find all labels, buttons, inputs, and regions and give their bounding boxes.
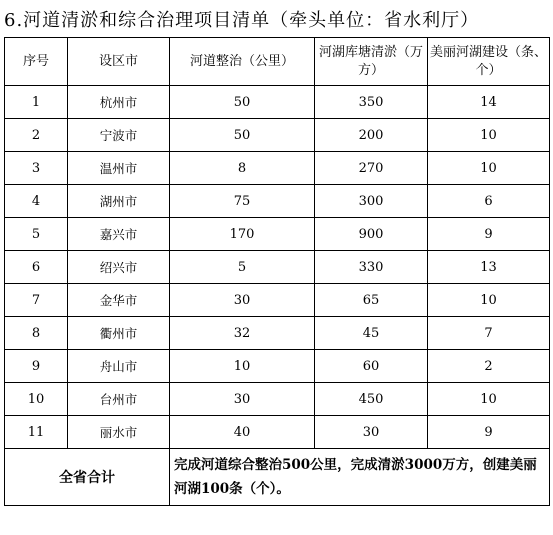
header-city: 设区市 — [68, 38, 170, 86]
table-row — [5, 284, 550, 317]
cell-index: 5 — [5, 218, 68, 251]
cell-beautiful: 14 — [428, 86, 550, 119]
table-row — [5, 383, 550, 416]
cell-beautiful: 13 — [428, 251, 550, 284]
table-row — [5, 119, 550, 152]
table-row — [5, 350, 550, 383]
cell-city: 湖州市 — [68, 185, 170, 218]
cell-index: 4 — [5, 185, 68, 218]
cell-river-km: 30 — [170, 383, 315, 416]
cell-river-km: 32 — [170, 317, 315, 350]
cell-beautiful: 7 — [428, 317, 550, 350]
table-body — [5, 86, 550, 506]
table-row — [5, 416, 550, 449]
cell-city: 舟山市 — [68, 350, 170, 383]
total-summary: 完成河道综合整治500公里，完成清淤3000万方，创建美丽河湖100条（个）。 — [170, 449, 550, 506]
cell-beautiful: 9 — [428, 416, 550, 449]
header-index: 序号 — [5, 38, 68, 86]
cell-river-km: 30 — [170, 284, 315, 317]
cell-index: 3 — [5, 152, 68, 185]
cell-index: 9 — [5, 350, 68, 383]
cell-city: 宁波市 — [68, 119, 170, 152]
cell-beautiful: 10 — [428, 284, 550, 317]
cell-beautiful: 9 — [428, 218, 550, 251]
cell-city: 绍兴市 — [68, 251, 170, 284]
header-beautiful-rivers: 美丽河湖建设（条、个） — [428, 38, 550, 86]
cell-index: 2 — [5, 119, 68, 152]
header-row — [5, 38, 550, 86]
cell-dredging: 60 — [315, 350, 428, 383]
cell-dredging: 300 — [315, 185, 428, 218]
table-row — [5, 185, 550, 218]
cell-river-km: 50 — [170, 119, 315, 152]
table-row — [5, 152, 550, 185]
cell-river-km: 40 — [170, 416, 315, 449]
cell-dredging: 200 — [315, 119, 428, 152]
cell-index: 8 — [5, 317, 68, 350]
cell-beautiful: 10 — [428, 383, 550, 416]
document-title: 6.河道清淤和综合治理项目清单（牵头单位：省水利厅） — [4, 10, 480, 31]
cell-river-km: 8 — [170, 152, 315, 185]
table-row — [5, 86, 550, 119]
cell-beautiful: 10 — [428, 152, 550, 185]
table-row — [5, 218, 550, 251]
cell-beautiful: 6 — [428, 185, 550, 218]
cell-dredging: 900 — [315, 218, 428, 251]
cell-city: 丽水市 — [68, 416, 170, 449]
cell-city: 台州市 — [68, 383, 170, 416]
cell-river-km: 5 — [170, 251, 315, 284]
cell-city: 杭州市 — [68, 86, 170, 119]
project-table — [4, 37, 550, 506]
cell-beautiful: 10 — [428, 119, 550, 152]
cell-index: 11 — [5, 416, 68, 449]
cell-dredging: 45 — [315, 317, 428, 350]
table-row — [5, 251, 550, 284]
cell-beautiful: 2 — [428, 350, 550, 383]
cell-index: 7 — [5, 284, 68, 317]
cell-river-km: 50 — [170, 86, 315, 119]
cell-city: 温州市 — [68, 152, 170, 185]
cell-dredging: 330 — [315, 251, 428, 284]
total-label: 全省合计 — [5, 449, 170, 506]
cell-index: 1 — [5, 86, 68, 119]
cell-dredging: 270 — [315, 152, 428, 185]
cell-city: 嘉兴市 — [68, 218, 170, 251]
cell-dredging: 350 — [315, 86, 428, 119]
cell-river-km: 170 — [170, 218, 315, 251]
header-dredging: 河湖库塘清淤（万方） — [315, 38, 428, 86]
cell-dredging: 65 — [315, 284, 428, 317]
cell-index: 10 — [5, 383, 68, 416]
cell-river-km: 75 — [170, 185, 315, 218]
cell-dredging: 30 — [315, 416, 428, 449]
cell-city: 金华市 — [68, 284, 170, 317]
table-row — [5, 317, 550, 350]
cell-river-km: 10 — [170, 350, 315, 383]
total-row — [5, 449, 550, 506]
cell-city: 衢州市 — [68, 317, 170, 350]
cell-index: 6 — [5, 251, 68, 284]
header-river-improvement: 河道整治（公里） — [170, 38, 315, 86]
cell-dredging: 450 — [315, 383, 428, 416]
